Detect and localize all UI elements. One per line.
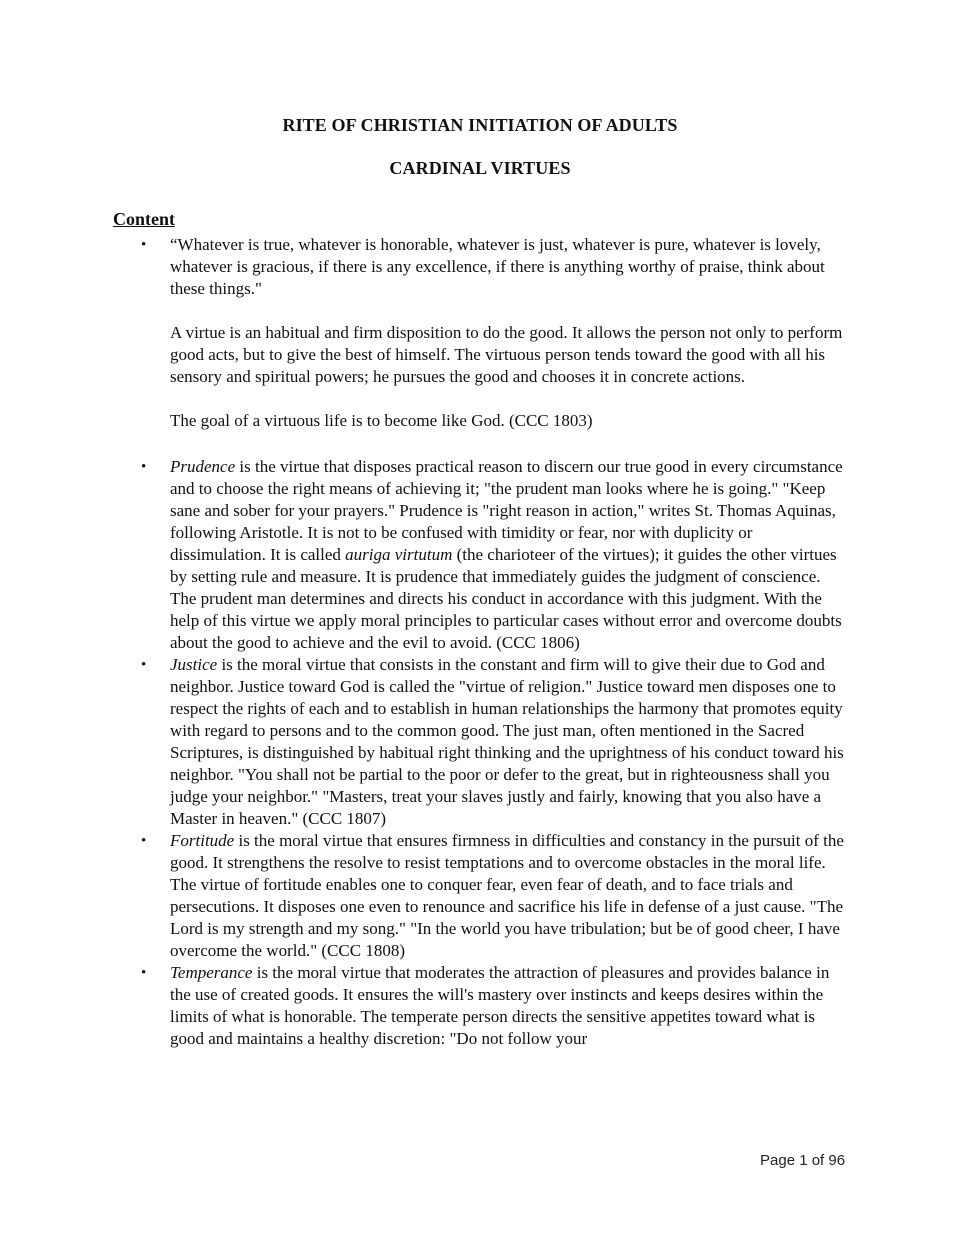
list-item-justice [113,654,848,830]
fortitude-text: is the moral virtue that ensures firmness in difficulties and constancy in the pursuit of the good. It strengthens the resolve to resist temptations and to overcome obstacles in the moral life. The virtue of fortitude enables one to conquer fear, even fear of death, and to face trials and persecutions. It disposes one even to renounce and sacrifice his life in defense of a just cause. "The Lord is my strength and my song." "In the world you have tribulation; but be of good cheer, I have overcome the world." (CCC 1808) [170,831,844,960]
bullet-icon: • [141,965,147,981]
temperance-paragraph [170,962,848,1050]
list-item-fortitude [113,830,848,962]
list-item-prudence [113,456,848,654]
list-item-intro [113,234,848,432]
justice-text: is the moral virtue that consists in the constant and firm will to give their due to God and neighbor. Justice toward God is called the "virtue of religion." Justice toward men disposes one to respect the rights of each and to establish in human relationships the harmony that promotes equity with regard to persons and to the common good. The just man, often mentioned in the Sacred Scriptures, is distinguished by habitual right thinking and the uprightness of his conduct toward his neighbor. "You shall not be partial to the poor or defer to the great, but in righteousness shall you judge your neighbor." "Masters, treat your slaves justly and fairly, knowing that you also have a Master in heaven." (CCC 1807) [170,655,844,828]
prudence-text-a: is the virtue that disposes practical reason to discern our true good in every circumstance and to choose the right means of achieving it; "the prudent man looks where he is going." "Keep sane and sober for your prayers." Prudence is "right reason in action," writes St. Thomas Aquinas, following Aristotle. It is not to be confused with timidity or fear, nor with duplicity or dissimulation. It is called [170,457,843,564]
content-body [113,234,848,1050]
page-number: Page 1 of 96 [760,1152,846,1169]
list-item-temperance [113,962,848,1050]
latin-term: auriga virtutum [345,545,453,564]
fortitude-paragraph [170,830,848,962]
document-subtitle: CARDINAL VIRTUES [389,158,571,178]
temperance-text: is the moral virtue that moderates the attraction of pleasures and provides balance in the use of created goods. It ensures the will's mastery over instincts and keeps desires within the limits of what is honorable. The temperate person directs the sensitive appetites toward what is good and maintains a healthy discretion: "Do not follow your [170,963,830,1048]
virtue-definition: A virtue is an habitual and firm disposition to do the good. It allows the person not only to perform good acts, but to give the best of himself. The virtuous person tends toward the good with all his sensory and spiritual powers; he pursues the good and chooses it in concrete actions. [170,323,843,386]
scripture-quote: “Whatever is true, whatever is honorable, whatever is just, whatever is pure, whatever is lovely, whatever is gracious, if there is any excellence, if there is anything worthy of praise, think about these things." [170,235,825,298]
bullet-icon: • [141,833,147,849]
virtue-name-temperance: Temperance [170,963,253,982]
prudence-paragraph [170,456,848,654]
virtue-goal: The goal of a virtuous life is to become like God. (CCC 1803) [170,411,593,430]
bullet-icon: • [141,459,147,475]
bullet-icon: • [141,237,147,253]
bullet-icon: • [141,657,147,673]
virtue-name-justice: Justice [170,655,218,674]
section-heading-content: Content [113,209,175,229]
virtue-name-prudence: Prudence [170,457,236,476]
document-title: RITE OF CHRISTIAN INITIATION OF ADULTS [282,115,678,135]
prudence-text-b: (the charioteer of the virtues); it guides the other virtues by setting rule and measure. It is prudence that immediately guides the judgment of conscience. The prudent man determines and directs his conduct in accordance with this judgment. With the help of this virtue we apply moral principles to particular cases without error and overcome doubts about the good to achieve and the evil to avoid. (CCC 1806) [170,545,842,652]
virtue-name-fortitude: Fortitude [170,831,235,850]
justice-paragraph [170,654,848,830]
